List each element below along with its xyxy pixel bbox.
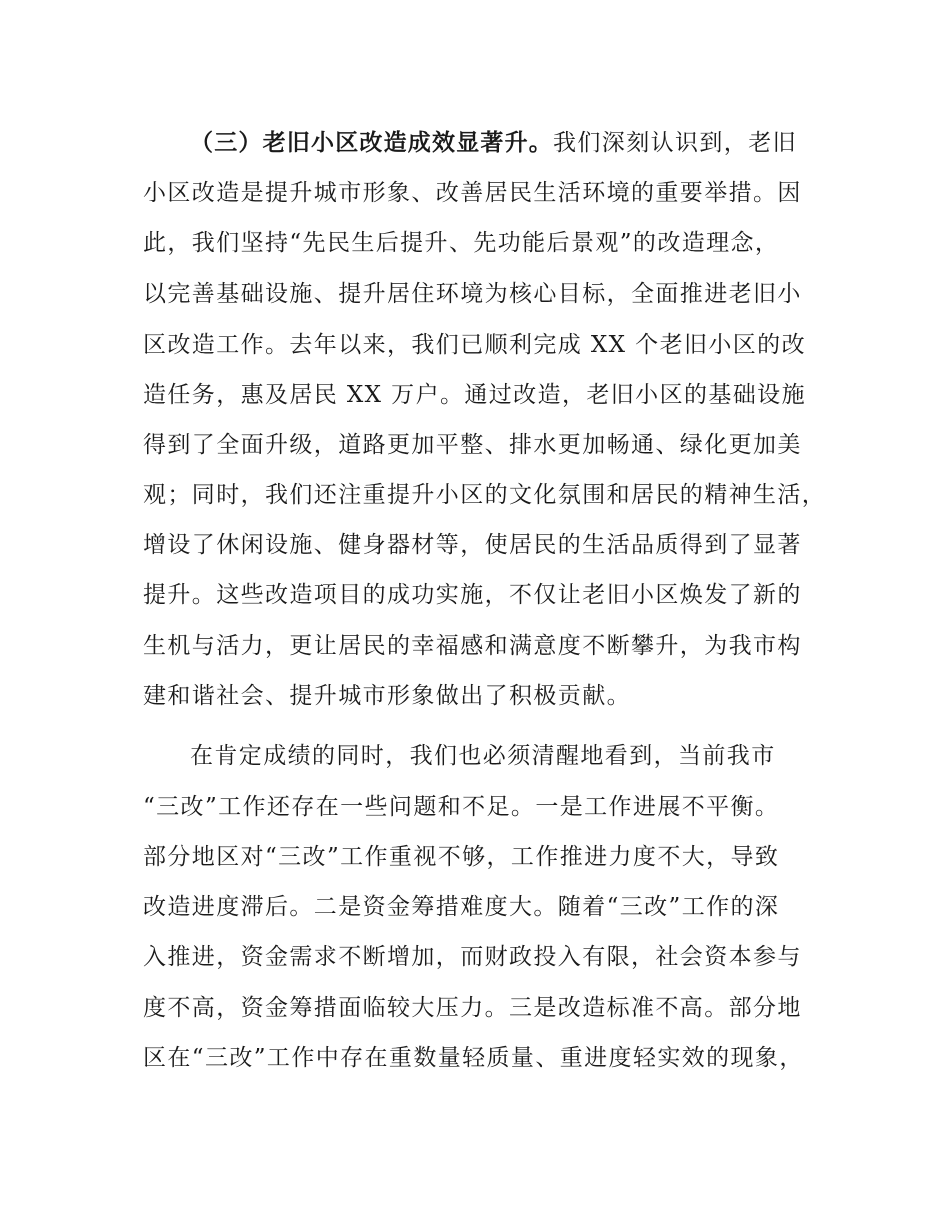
paragraph-2-line-2: “三改”工作还存在一些问题和不足。一是工作进展不平衡。 [143,794,780,820]
paragraph-1-line-1 [190,128,797,158]
paragraph-1-line-5: 区改造工作。去年以来，我们已顺利完成 XX 个老旧小区的改 [143,332,806,358]
paragraph-1-line-10: 提升。这些改造项目的成功实施，不仅让老旧小区焕发了新的 [143,582,802,608]
paragraph-1-line-8: 观；同时，我们还注重提升小区的文化氛围和居民的精神生活， [143,482,827,508]
paragraph-1-line-7: 得到了全面升级，道路更加平整、排水更加畅通、绿化更加美 [143,432,802,458]
paragraph-2-line-3: 部分地区对“三改”工作重视不够，工作推进力度不大，导致 [143,844,780,870]
paragraph-1-line-4: 以完善基础设施、提升居住环境为核心目标，全面推进老旧小 [143,281,802,307]
paragraph-1-line-12: 建和谐社会、提升城市形象做出了积极贡献。 [143,683,631,709]
paragraph-2-line-6: 度不高，资金筹措面临较大压力。三是改造标准不高。部分地 [143,995,802,1021]
paragraph-1-line-11: 生机与活力，更让居民的幸福感和满意度不断攀升，为我市构 [143,633,802,659]
paragraph-2-line-7: 区在“三改”工作中存在重数量轻质量、重进度轻实效的现象， [143,1045,804,1071]
paragraph-1-line-2: 小区改造是提升城市形象、改善居民生活环境的重要举措。因 [143,180,802,206]
paragraph-1-line-6: 造任务，惠及居民 XX 万户。通过改造，老旧小区的基础设施 [143,382,806,408]
section-heading: （三）老旧小区改造成效显著升。 [190,130,553,156]
paragraph-1-line-1-text: 我们深刻认识到，老旧 [553,130,797,156]
paragraph-1-line-9: 增设了休闲设施、健身器材等，使居民的生活品质得到了显著 [143,532,802,558]
paragraph-2-line-4: 改造进度滞后。二是资金筹措难度大。随着“三改”工作的深 [143,894,780,920]
paragraph-2-line-1: 在肯定成绩的同时，我们也必须清醒地看到，当前我市 [190,743,776,769]
paragraph-2-line-5: 入推进，资金需求不断增加，而财政投入有限，社会资本参与 [143,944,802,970]
paragraph-1-line-3: 此，我们坚持“先民生后提升、先功能后景观”的改造理念， [143,230,780,256]
